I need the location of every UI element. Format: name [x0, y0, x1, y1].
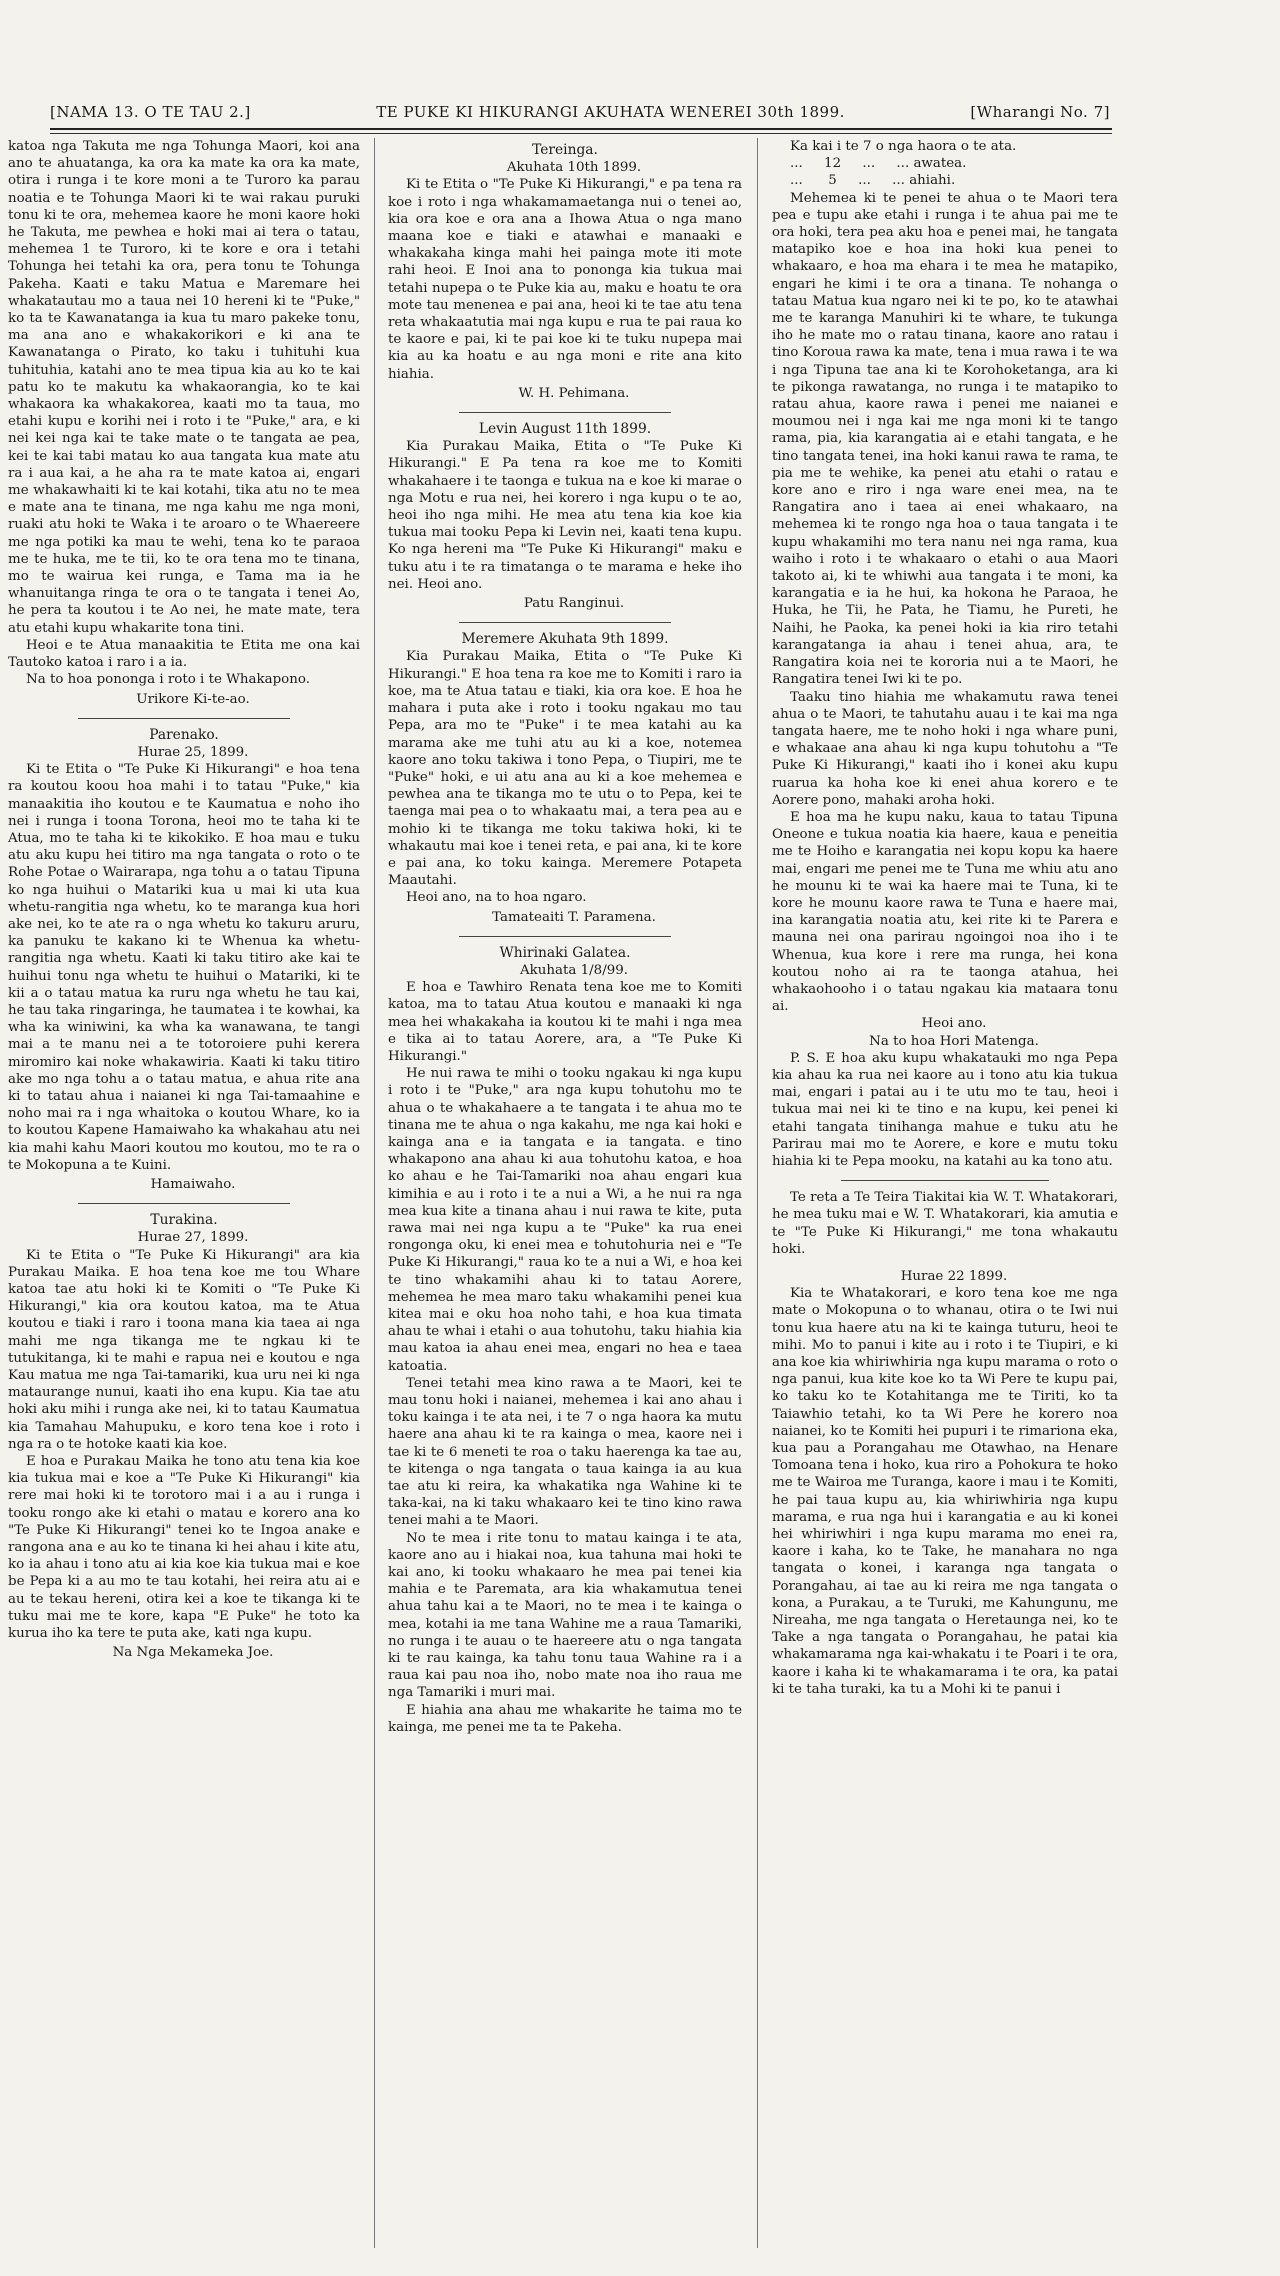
letter-paragraph: E hiahia ana ahau me whakarite he taima mo te kainga, me penei me ta te Pakeha.: [388, 1702, 742, 1735]
letter-paragraph: Heoi e te Atua manaakitia te Etita me ona kai Tautoko katoa i raro i a ia.: [8, 637, 360, 671]
header-rule-thick: [50, 128, 1112, 130]
schedule-line: ... 12 ... ... awatea.: [790, 156, 967, 172]
article-separator: [459, 936, 671, 937]
article-separator: [78, 1203, 289, 1204]
letter-levin: [388, 421, 742, 612]
letter-place: Tereinga.: [532, 142, 598, 158]
letter-date: Hurae 22 1899.: [900, 1269, 1008, 1284]
page-number: [Wharangi No. 7]: [970, 103, 1110, 121]
header-rule-thin: [50, 133, 1112, 134]
letter-paragraph: E hoa e Purakau Maika he tono atu tena kia koe kia tukua mai e koe a "Te Puke Ki Hikurangi" kia rere mai hoki ki te torotoro mai i a au i runga i tooku rongo ake ki etahi o matau e korero ana ko "Te Puke Ki Hikurangi" tenei ko te Ingoa anake e rangona ana e au ko te tinana ki hei ahau i kite atu, ko ia ahau i tono atu ai kia koe kia tukua mai e koe be Pepa ki a au mo te tau kotahi, hei reira atu ai e au te tekau hereni, otira kei a koe te tikanga ki te tuku mai me te kore, kapa "E Puke" he toto ka kurua iho ka tere te puta ake, kati nga kupu.: [8, 1454, 360, 1642]
letter-meremere: [388, 631, 742, 925]
letter-place: Meremere Akuhata 9th 1899.: [461, 631, 669, 648]
letter-urikore: [8, 138, 360, 708]
letter-place: Turakina.: [150, 1212, 218, 1229]
letter-paragraph: Ki te Etita o "Te Puke Ki Hikurangi" e hoa tena ra koutou koou hoa mahi i to tatau "Puke," kia manaakitia iho koutou e te Kaumatua e noho iho nei i runga i toona Torona, heoi mo te taha ki te Atua, mo te taha ki te kikokiko. E hoa mau e tuku atu aku kupu hei titiro ma nga tangata o roto o te Rohe Potae o Wairarapa, nga tohu a o tatau Tipuna ko nga huihui o Matariki kua u mai ki uta kua whetu-rangitia nga whetu, ko te maranga kua hori ake nei, ko te ate ra o nga whetu ko takuru aruru, ka panuku te kakano ki te Whenua ka whetu-rangitia nga whetu. Kaati ki taku titiro ake kai te huihui tonu nga whetu te huihui o Matariki, ki te kii a o tatau matua ka ruru nga whetu he tau kai, he tau taka ringaringa, he taumatea i te kowhai, ka wha ka winiwini, ka wha ka wanawana, te tangi mai a te manu nei a te totoroiere puhi kerera miromiro kai noke whakawiria. Kaati ki taku titiro ake mo nga tohu a o tatau matua, e ahua rite ana ki to tatau ahua i naianei ki nga Tai-tamaahine e noho mai ra i nga whaitoka o koutou Whare, ko ia to koutou Kapene Hamaiwaho ka whakahau atu nei kia mahi kahu Maori koutou mo koutou, mo te ra o te Mokopuna a te Kuini.: [8, 762, 360, 1173]
letter-closing: Heoi ano.: [921, 1016, 987, 1032]
page-header: [50, 100, 1110, 124]
letter-paragraph: Ki te Etita o "Te Puke Ki Hikurangi," e pa tena ra koe i roto i nga whakamamaetanga nui o tenei ao, kia ora koe e ora ana a Ihowa Atua o nga mano maana koe e tiaki e atawhai e manaaki e whakakaha kinga mahi hei painga mote iti mote rahi heoi. E Inoi ana to pononga kia tukua mai tetahi nupepa o te Puke kia au, maku e hoatu te ora mote tau meneneа e pai ana, heoi ki te tae atu tena reta whakaatutia mai nga kupu e rua te pai raua ko te kaore e pai, ki te pai koe ki te tuku nupepa mai kia au ka hoatu e au nga moni e rite ana kito hiahia.: [388, 177, 742, 382]
letter-signature: W. H. Pehimana.: [518, 385, 630, 401]
letter-date: Akuhata 10th 1899.: [506, 160, 642, 176]
column-2: [388, 138, 742, 2248]
letter-paragraph: Kia Purakau Maika, Etita o "Te Puke Ki Hikurangi." E hoa tena ra koe me to Komiti i raro ia koe, ma te Atua tatau e tiaki, kia ora koe. E hoa he mahara i puta ake i roto i tooku ngakau mo tau Pepa, ara mo te "Puke" i te mea katahi au ka marama ake me tuhi atu au ki a koe, notemea kaore ano toku takiwa i tono Pepa, o Tiupiri, me te "Puke" hoki, e ui atu ana au ki a koe mehemea e pewhea ana te tikanga mo te utu o to Pepa, kei te taenga mai pea o to whakaatu mai, a tera pea au e mohio ki te tikanga me toku takiwa hoki, ki te whakautu mai koe i tenei reta, e pai ana, ki te kore e pai ana, ko toku kainga. Meremere Potapeta Maautahi.: [388, 649, 742, 889]
letter-paragraph: Taaku tino hiahia me whakamutu rawa tenei ahua o te Maori, te tahutahu auau i te kai ma nga tangata haere, me te noho hoki i nga whare puni, e whakaae ana ahau ki nga kupu tohutohu a "Te Puke Ki Hikurangi," kaati iho i konei aku kupu ruarua ka hoha koe ki enei ahua korero e te Aorere pono, mahaki aroha hoki.: [772, 689, 1118, 808]
letter-paragraph: Na to hoa pononga i roto i te Whakapono.: [26, 672, 310, 688]
schedule-line: ... 5 ... ... ahiahi.: [790, 173, 956, 189]
column-3: [772, 138, 1118, 2248]
letter-paragraph: Te reta a Te Teira Tiakitai kia W. T. Whatakorari, he mea tuku mai e W. T. Whatakorari, kia amutia e te "Te Puke Ki Hikurangi," me tona whakautu hoki.: [772, 1190, 1118, 1257]
letter-turakina: [8, 1212, 360, 1661]
letter-paragraph: Ka kai i te 7 o nga haora o te ata.: [790, 139, 1017, 154]
letter-date: Hurae 25, 1899.: [137, 744, 249, 760]
letter-place: Levin August 11th 1899.: [478, 421, 652, 438]
masthead-title: TE PUKE KI HIKURANGI AKUHATA WENEREI 30th 1899.: [376, 103, 845, 121]
letter-parenako: [8, 727, 360, 1193]
letter-signature: Urikore Ki-te-ao.: [136, 691, 250, 707]
column-divider-2: [757, 138, 758, 2248]
letter-whirinaki-continued: [772, 138, 1118, 1170]
letter-paragraph: No te mea i rite tonu to matau kainga i te ata, kaore ano au i hiakai noa, kua tahuna mai hoki te kai ano, ki tooku whakaaro he mea pai tenei kia mahia e te Paremata, ara kia whakamutua tenei ahua tahu kai a te Maori, no te mea i te kainga o mea, kotahi ia me tana Wahine me a raua Tamariki, no runga i te auau o te haereere atu o nga tangata ki te rau kainga, ka tahu tonu taua Wahine ra i a raua kai pau noa iho, nobo mate noa iho raua me nga Tamariki i muri mai.: [388, 1530, 742, 1701]
letter-postscript: P. S. E hoa aku kupu whakatauki mo nga Pepa kia ahau ka rua nei kaore au i tono atu kia tukua mai, engari i patai au i te utu mo te tau, heoi i tukua mai nei ki te tino e na kupu, kei penei ki etahi tangata tinihanga mahue e tuku atu he Parirau mai mo te Aorere, e kore e mutu toku hiahia ki te Pepa mooku, na katahi au ka tono atu.: [772, 1050, 1118, 1169]
article-separator: [459, 412, 671, 413]
letter-place: Whirinaki Galatea.: [499, 944, 631, 961]
column-1: [8, 138, 360, 2248]
letter-signature: Na to hoa Hori Matenga.: [869, 1033, 1039, 1049]
article-separator: [841, 1180, 1049, 1181]
letter-signature: Na Nga Mekameka Joe.: [112, 1645, 274, 1661]
letter-paragraph: He nui rawa te mihi o tooku ngakau ki nga kupu i roto i te "Puke," ara nga kupu tohutohu mo te ahua o te whakahaere a te tangata i te ahua mo te tinana me te ahua o nga kakahu, me nga kai hoki e kainga ana e ia tangata e ia tangata. e tino whakapono ana ahau ki aua tohutohu katoa, e hoa ko ahau e he Tai-Tamariki noa ahau engari kua kimihia e au i roto i te a nui a Wi, a he nui ra nga mea kua kite a tinana ahau i nui rawa te kite, puta rawa mai nei nga kupu a te "Puke" ka rua enei rongonga oku, ki enei mea e tohutohuria nei e "Te Puke Ki Hikurangi," raua ko te a nui a Wi, e hoa kei te tino whakamihi ahau ki to tatau Aorere, mehemea he mea maro taku whakamihi penei kua kitea mai e oku hoa noho tahi, e hoa kua timata ahau te whai i etahi o aua tohutohu, taku hiahia kia mau katoa ia ahau enei mea, engari no hea e taea katoatia.: [388, 1066, 742, 1374]
letter-tereinga: [388, 142, 742, 402]
letter-paragraph: Heoi ano, na to hoa ngaro.: [406, 890, 587, 906]
letter-paragraph: E hoa e Tawhiro Renata tena koe me to Komiti katoa, ma to tatau Atua koutou e manaaki ki nga mea hei whakakaha ia koutou ki te mahi i nga mea e tika ai to tatau Aorere, ara, a "Te Puke Ki Hikurangi.": [388, 980, 742, 1064]
letter-signature: Hamaiwaho.: [150, 1176, 236, 1192]
letter-place: Parenako.: [149, 726, 219, 743]
letter-signature: Patu Ranginui.: [523, 596, 625, 612]
letter-whirinaki: [388, 945, 742, 1736]
letter-paragraph: Ki te Etita o "Te Puke Ki Hikurangi" ara kia Purakau Maika. E hoa tena koe me tou Whare katoa tae atu hoki ki te Komiti o "Te Puke Ki Hikurangi," kia ora koutou katoa, ma te Atua koutou e tiaki i raro i toona mana kia taea ai nga mahi me nga tikanga me te ngkau ki te tutukitanga, ki te mahi e rapua nei e koutou e nga Kau matua me nga Tai-tamariki, kua uru nei ki nga mataurange nunui, kaati iho ena kupu. Kia tae atu hoki aku mihi i runga ake nei, ki to tatau Kaumatua kia Tamahau Mahupuku, e koro tena koe i roto i nga ra o te hotoke kaati kia koe.: [8, 1247, 360, 1452]
letter-paragraph: Tenei tetahi mea kino rawa a te Maori, kei te mau tonu hoki i naianei, mehemea i kai ano ahau i toku kainga i te ata nei, i te 7 o nga haora ka mutu haere ana ahau ki te ra kainga o mea, kaore nei i tae ki te 6 meneti te roa o taku haerenga ka tae au, te kitenga o nga tangata o taua kainga ia au kua tae atu ki reira, ka whakatika nga Wahine ki te taka-kai, na ki taku whakaaro kei te tino kino rawa tenei mahi a te Maori.: [388, 1375, 742, 1529]
issue-number: [NAMA 13. O TE TAU 2.]: [50, 103, 251, 121]
letter-paragraph: Kia Purakau Maika, Etita o "Te Puke Ki Hikurangi." E Pa tena ra koe me to Komiti whakahaere i te taonga e tukua na e koe ki marae o nga Motu e rua nei, hei korero i nga kupu o te ao, heoi iho nga mihi. He mea atu tena kia koe kia tukua mai tooku Pepa ki Levin nei, kaati tena kupu. Ko nga hereni ma "Te Puke Ki Hikurangi" maku e tuku atu i te ra timatanga o te marama e heke iho nei. Heoi ano.: [388, 439, 742, 592]
column-divider-1: [374, 138, 375, 2248]
letter-paragraph: Kia te Whatakorari, e koro tena koe me nga mate o Mokopuna o to whanau, otira o te Iwi nui tonu kua haere atu na ki te kainga tuturu, heoi te mihi. Mo to panui i kite au i roto i te Tiupiri, e ki ana koe kia whiriwhiria nga kupu marama o roto o nga panui, kua kite koe ko ta Wi Pere te kupu pai, ko taku ko te Kotahitanga me te Tiriti, ko ta Taiawhio tetahi, ko ta Wi Pere he korero noa naianei, ko te Komiti hei pupuri i te rimariona eka, kua pau a Porangahau me Otawhao, na Henare Tomoana tena i hoko, kua riro a Pohokura te hoko me te Wairoa me Turanga, kaore i mau i te Komiti, he pai taua kupu au, kia whiriwhiria nga kupu marama, e rua nga hui i karangatia e au ki konei hei whiriwhiri i nga kupu marama mo enei ra, kaore i kaha, ko te Take, he manahara no nga tangata o konei, i karanga nga tangata o Porangahau, ai tae au ki reira me nga tangata o kona, a Purakau, a te Turuki, me Kahungunu, me Nireaha, me nga tangata o Heretaunga nei, ko te Take a nga tangata o Porangahau, he patai kia whakamarama nga kai-whakatu i te Poari i te ora, kaore i kaha ki te whakamarama i te ora, ka patai ki te taha turaki, ka tu a Mohi ki te panui i: [772, 1286, 1118, 1697]
letter-paragraph: E hoa ma he kupu naku, kaua to tatau Tipuna Oneone e tukua noatia kia haere, kaua e peneitia me te Hoiho e karangatia nei kopu kopu ka haere mai, engari me penei me te Tuna me whiu atu ano he mounu ki te wai ka haere mai te Tuna, ki te kore he mounu kaore rawa te Tuna e haere mai, ina karangatia noatia atu, kei rite ki te Parera e mauna nei ona parirau ngoingoi noa iho i te Whenua, kua kore i rere ma runga, hei kona koutou noho ai ra te taonga atahua, hei whakaohooho i o tatau ngakau kia mataara tonu ai.: [772, 809, 1118, 1015]
letter-paragraph: katoa nga Takuta me nga Tohunga Maori, koi ana ano te ahuatanga, ka ora ka mate ka ora ka mate, otira i runga i te kore moni a te Turoro ka parau noatia e te Tohunga Maori ki te wai rakau puruki tonu ki te ora, mehemea kaore he moni kaore hoki he Takuta, me pewhea e hoki mai ai tera o tatau, mehemea 1 te Turoro, ki te kore e ora i tetahi Tohunga hei tetahi ka ora, pera tonu te Tohunga Pakeha. Kaati e taku Matua e Maremare hei whakatautau mo a taua nei 10 hereni ki te "Puke," ko ta te Kawanatanga ia kua tu maro pakeke tonu, ma ana ano e whakakorikori e ki ana te Kawanatanga o Pirato, ko taku i tuhituhi kua tuhituhia, katahi ano te mea tipua kia au ko te kai patu ko te makutu ka whakaorangia, ko te kai whakaora ka whakakorea, kaati mo ta taua, mo etahi kupu e korihi nei i roto i te "Puke," ara, e ki nei kei nga kai te take mate o te tangata ae pea, kei te kai tabi matau ko aua tangata kua mate atu ra i aua kai, a he aha ra te mate katoa ai, engari me whakawhaiti ki te kai kotahi, tika atu no te mea e mate ana te tinana, me nga kahu me nga moni, ruaki atu hoki te Waka i te aroaro o te Whaereere me nga potiki ka mau te wehi, tena ko te paraoa me te huka, me te tii, ko te ora tena mo te tinana, mo te wairua kei runga, e Tama ma ia he whanuitanga ringa te ora o te tangata i tenei Ao, he pera ta koutou i te Ao nei, he mate mate, tera atu etahi kupu whakarite tona tini.: [8, 139, 360, 636]
letter-teira-intro: [772, 1189, 1118, 1258]
article-separator: [78, 718, 289, 719]
letter-teira: [772, 1268, 1118, 1698]
letter-signature: Tamateaiti T. Paramena.: [492, 909, 656, 925]
letter-paragraph: Mehemea ki te penei te ahua o te Maori tera pea e tupu ake etahi i runga i te ahua pai me te ora hoki, tera pea aku hoa e penei mai, he tangata matapiko koe e hoa ina hoki kua penei to whakaaro, e hoa ma ehara i te mea he matapiko, engari he kimi i te ora a tinana. Te nohanga o tatau Matua kua ngaro nei ki te po, ko te atawhai me te karanga Manuhiri ki te whare, te tukunga iho he mate mo o ratau tinana, kaore ano ratau i tino Koroua rawa ka mate, tena i mua rawa i te wa i nga Tipuna tae ana ki te Korohoketanga, ara ki te pikonga rawatanga, no runga i te matapiko to ratau ahua, kaore rawa i penei me naianei e moumou nei i nga kai me nga moni ki te tango rama, pia, kia karangatia ai e etahi tangata, e he tino tangata tenei, ina hoki kanui rawa te rama, te pia me te wehike, ka penei atu etahi o ratau e kore ano e riro i nga ware enei mea, na te Rangatira ano i taea ai enei whakaaro, na mehemea ki te rongo nga hoa o taua tangata i te kupu whakamihi mo tera nanu nei nga rama, kua waiho i roto i te whakaaro o etahi o aua Maori takoto ai, ki te whiwhi aua tangata i te moni, ka karangatia e ia he hui, ka hokona he Paraoa, he Huka, he Tii, he Pata, he Tiamu, he Pureti, he Naihi, he Paoka, ka penei hoki ia kia riro tetahi karangatanga ia ahau i tenei ahua, ara, te Rangatira koia nei te kororia nui a te Maori, he Rangatira tenei Iwi ki te po.: [772, 190, 1118, 688]
letter-date: Hurae 27, 1899.: [137, 1230, 249, 1246]
letter-date: Akuhata 1/8/99.: [520, 962, 628, 978]
article-separator: [459, 622, 671, 623]
